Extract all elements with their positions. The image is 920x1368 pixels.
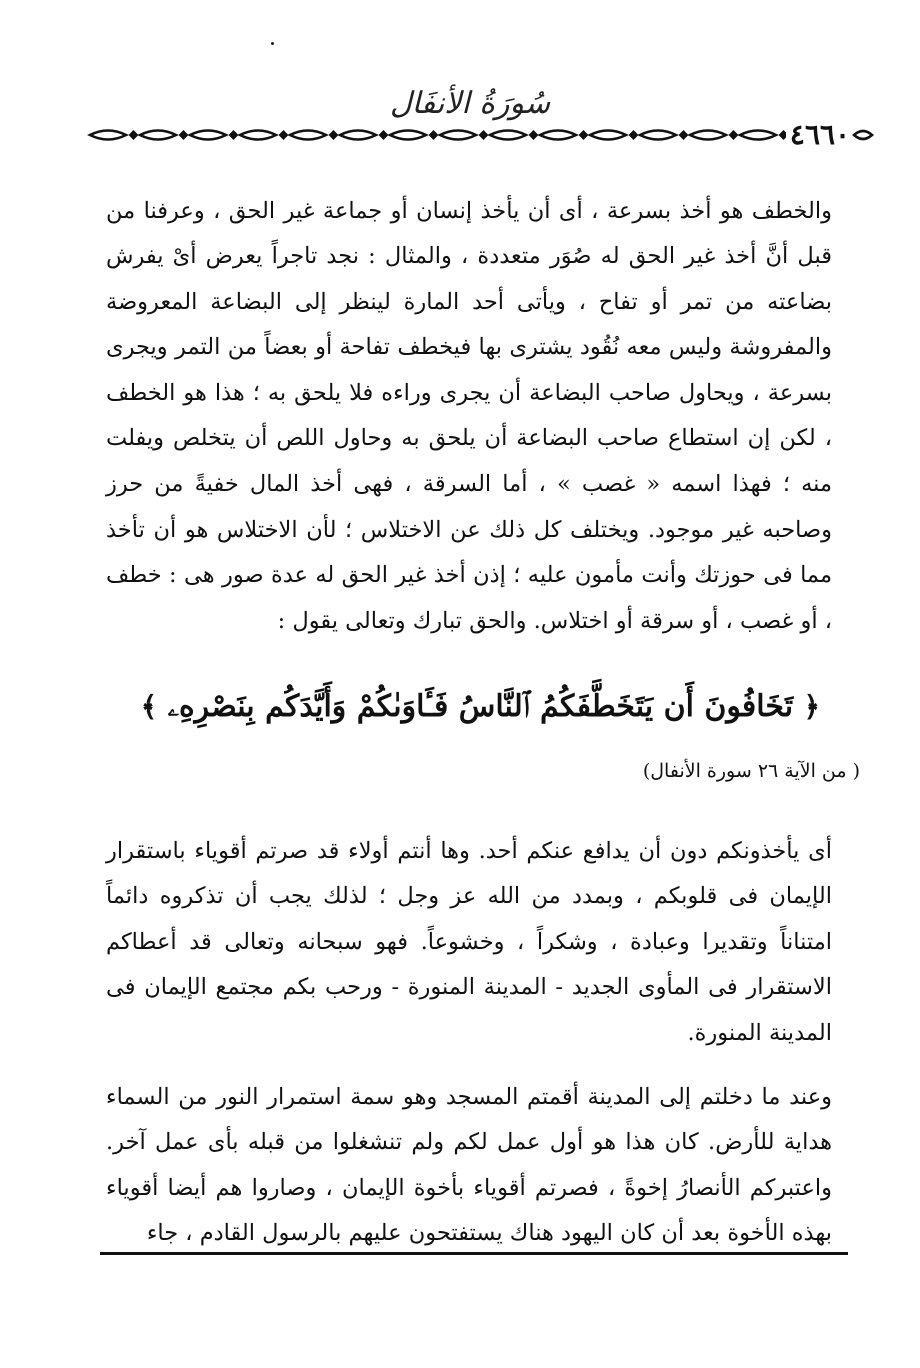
surah-title: سُورَةُ الأنفَال xyxy=(389,86,551,121)
ornament-diamond xyxy=(279,130,289,140)
page-number: ٤٦٦٠ xyxy=(789,118,851,151)
ornament-diamond xyxy=(329,130,339,140)
scan-speck xyxy=(271,42,274,45)
ornament-link xyxy=(490,131,526,140)
ornament-diamond xyxy=(129,130,139,140)
ornament-diamond xyxy=(579,130,589,140)
verse-close-bracket: ﴾ xyxy=(140,690,158,723)
ornament-link xyxy=(390,131,426,140)
verse-open-bracket: ﴿ xyxy=(803,690,820,723)
ornament-diamond xyxy=(779,130,786,140)
ornament-link xyxy=(590,131,626,140)
ornament-link xyxy=(240,131,276,140)
ornament-link xyxy=(440,131,476,140)
bottom-rule xyxy=(100,1252,848,1255)
verse-reference: ( من الآية ٢٦ سورة الأنفال) xyxy=(642,760,860,782)
ornament-diamond xyxy=(379,130,389,140)
verse-text: تَخَافُونَ أَن يَتَخَطَّفَكُمُ ٱلنَّاسُ فَـَٔاوَىٰكُمْ وَأَيَّدَكُم بِنَصْرِهِۦ xyxy=(167,689,794,724)
ornament-diamond xyxy=(679,130,689,140)
ornament-link xyxy=(740,131,776,140)
ornament-link xyxy=(340,131,376,140)
ornament-link xyxy=(690,131,726,140)
ornament-end-cartouche xyxy=(852,127,874,143)
ornament-link xyxy=(640,131,676,140)
paragraph-2: أى يأخذونكم دون أن يدافع عنكم أحد. وها أنتم أولاء قد صرتم أقوياء باستقرار الإيمان فى قلوبكم ، وبمدد من الله عز وجل ؛ لذلك يجب أن تذكروه دائماً امتناناً وتقديرا وعبادة ، وشكراً ، وخشوعاً. فهو سبحانه وتعالى قد أعطاكم الاستقرار فى المأوى الجديد - المدينة المنورة - ورحب بكم مجتمع الإيمان فى المدينة المنورة. xyxy=(106,837,832,1046)
quran-verse xyxy=(140,680,820,734)
paragraph-3: وعند ما دخلتم إلى المدينة أقمتم المسجد وهو سمة استمرار النور من السماء هداية للأرض. كان هذا هو أول عمل لكم ولم تنشغلوا من قبله بأى عمل آخر. واعتبركم الأنصارُ إخوةً ، فصرتم أقوياء بأخوة الإيمان ، وصاروا هم أيضا أقوياء بهذه الأخوة بعد أن كان اليهود هناك يستفتحون عليهم بالرسول القادم ، جاء xyxy=(106,1083,832,1247)
ornament-link xyxy=(90,131,126,140)
ornament-diamond xyxy=(629,130,639,140)
ornament-link xyxy=(290,131,326,140)
ornament-diamond xyxy=(429,130,439,140)
ornament-diamond xyxy=(229,130,239,140)
ornament-diamond xyxy=(179,130,189,140)
ornament-diamond xyxy=(729,130,739,140)
ornament-diamond xyxy=(529,130,539,140)
ornament-diamond xyxy=(479,130,489,140)
ornament-link xyxy=(540,131,576,140)
ornament-link xyxy=(190,131,226,140)
paragraph-1: والخطف هو أخذ بسرعة ، أى أن يأخذ إنسان أو جماعة غير الحق ، وعرفنا من قبل أنَّ أخذ غير الحق له صُوَر متعددة ، والمثال : نجد تاجراً يعرض أىْ يفرش بضاعته من تمر أو تفاح ، ويأتى أحد المارة لينظر إلى البضاعة المعروضة والمفروشة وليس معه نُقُود يشترى بها فيخطف تفاحة أو بعضاً من التمر ويجرى بسرعة ، ويحاول صاحب البضاعة أن يجرى وراءه فلا يلحق به ؛ هذا هو الخطف ، لكن إن استطاع صاحب البضاعة أن يلحق به وحاول اللص أن يتخلص ويفلت منه ؛ فهذا اسمه « غصب » ، أما السرقة ، فهى أخذ المال خفيةً من حرز وصاحبه غير موجود. ويختلف كل ذلك عن الاختلاس ؛ لأن الاختلاس هو أن تأخذ مما فى حوزتك وأنت مأمون عليه ؛ إذن أخذ غير الحق له عدة صور هى : خطف ، أو غصب ، أو سرقة أو اختلاس. والحق تبارك وتعالى يقول : xyxy=(106,197,832,634)
ornament-border xyxy=(86,124,786,146)
ornament-link xyxy=(140,131,176,140)
